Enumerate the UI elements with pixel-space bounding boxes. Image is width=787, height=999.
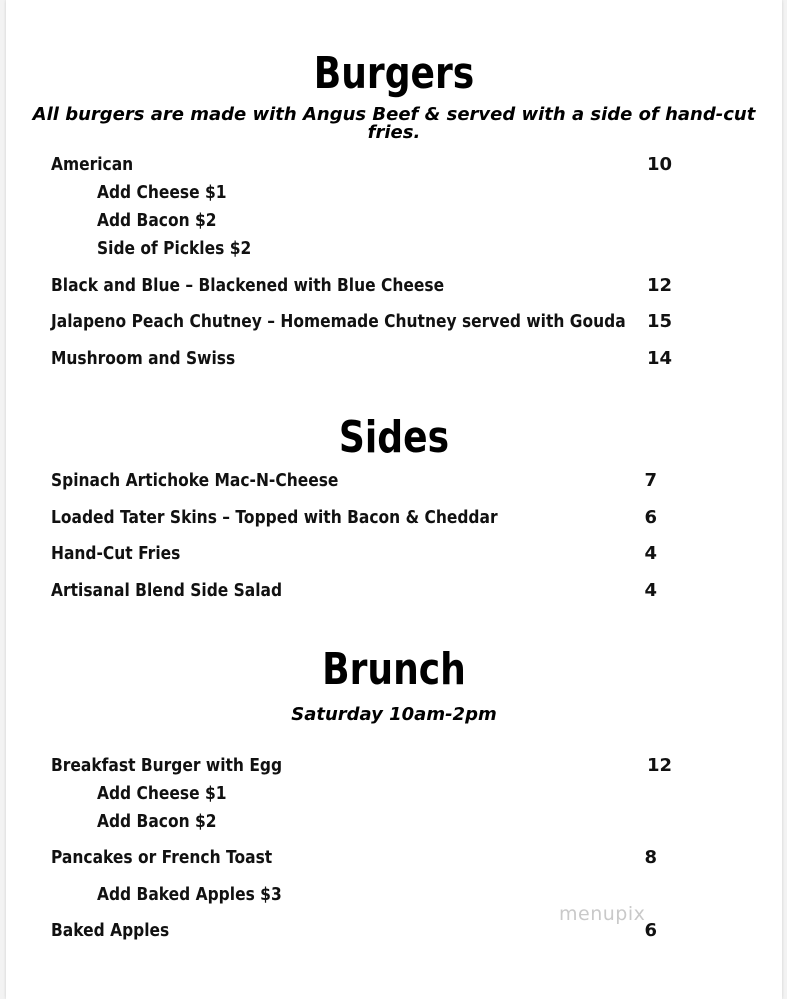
item-name: Spinach Artichoke Mac-N-Cheese — [51, 470, 339, 491]
addon-name: Add Bacon $2 — [97, 210, 217, 231]
item-name: Loaded Tater Skins – Topped with Bacon & Cheddar — [51, 507, 498, 528]
item-price: 8 — [644, 847, 657, 868]
item-name: Mushroom and Swiss — [51, 348, 236, 369]
item-name: Breakfast Burger with Egg — [51, 755, 283, 776]
addon-name: Add Cheese $1 — [97, 783, 227, 804]
item-price: 6 — [644, 920, 657, 941]
brunch-subtitle: Saturday 10am-2pm — [291, 704, 497, 725]
addon-name: Side of Pickles $2 — [97, 238, 252, 259]
item-name: Hand-Cut Fries — [51, 543, 181, 564]
addon-name: Add Bacon $2 — [97, 811, 217, 832]
item-price: 6 — [644, 507, 657, 528]
addon-name: Add Baked Apples $3 — [97, 884, 282, 905]
item-price: 12 — [646, 275, 672, 296]
sides-heading: Sides — [338, 412, 450, 463]
addon-name: Add Cheese $1 — [97, 182, 227, 203]
item-name: Baked Apples — [51, 920, 170, 941]
menu-page — [6, 0, 782, 999]
burgers-heading: Burgers — [313, 48, 475, 99]
item-price: 15 — [646, 311, 672, 332]
item-name: Artisanal Blend Side Salad — [51, 580, 283, 601]
item-name: American — [51, 154, 134, 175]
item-price: 14 — [646, 348, 672, 369]
item-name: Jalapeno Peach Chutney – Homemade Chutney served with Gouda — [51, 311, 626, 332]
item-price: 7 — [644, 470, 657, 491]
item-name: Black and Blue – Blackened with Blue Cheese — [51, 275, 445, 296]
watermark-logo: menupix — [559, 903, 646, 925]
item-price: 4 — [644, 543, 657, 564]
brunch-heading: Brunch — [322, 644, 466, 695]
item-price: 4 — [644, 580, 657, 601]
item-price: 10 — [646, 154, 672, 175]
item-name: Pancakes or French Toast — [51, 847, 273, 868]
burgers-subtitle: All burgers are made with Angus Beef & served with a side of hand-cut fries. — [32, 104, 756, 143]
item-price: 12 — [646, 755, 672, 776]
